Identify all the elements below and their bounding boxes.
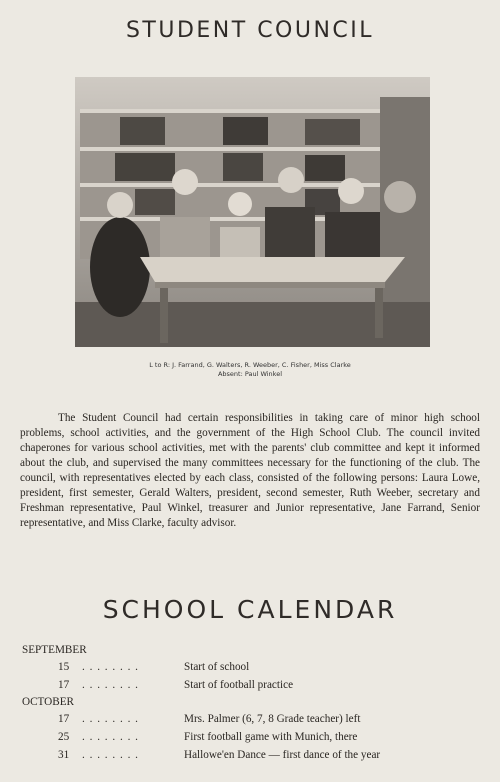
event-leader-dots: . . . . . . . . [82, 713, 139, 725]
calendar-list [22, 642, 482, 764]
event-day: 25 [58, 731, 70, 743]
month-heading: SEPTEMBER [22, 644, 87, 656]
calendar-event [22, 710, 482, 728]
event-leader-dots: . . . . . . . . [82, 749, 139, 761]
event-description: First football game with Munich, there [184, 731, 358, 743]
event-day: 31 [58, 749, 70, 761]
calendar-event [22, 746, 482, 764]
event-description: Start of school [184, 661, 250, 673]
calendar-event [22, 728, 482, 746]
event-leader-dots: . . . . . . . . [82, 679, 139, 691]
caption-names: L to R: J. Farrand, G. Walters, R. Weeber, C. Fisher, Miss Clarke [149, 361, 351, 369]
page-title: STUDENT COUNCIL [125, 18, 375, 43]
event-day: 17 [58, 713, 70, 725]
event-description: Start of football practice [184, 679, 294, 691]
event-description: Hallowe'en Dance — first dance of the year [184, 749, 381, 761]
caption-absent: Absent: Paul Winkel [217, 370, 283, 378]
calendar-title: SCHOOL CALENDAR [102, 595, 398, 624]
council-description: The Student Council had certain responsibilities in taking care of minor high school problems, school activities, and the government of the High School Club. The council invited chaperones for various school activities, met with the parents' club committee and kept it informed about the club, and supervised the many committees necessary for the functioning of the club. The council, with representatives elected by each class, consisted of the following persons: Laura Lowe, president, first semester, Gerald Walters, president, second semester, Ruth Weeber, secretary and Freshman representative, Paul Winkel, treasurer and Junior representative, Jane Farrand, Senior representative, and Miss Clarke, faculty advisor. [20, 412, 480, 529]
event-description: Mrs. Palmer (6, 7, 8 Grade teacher) left [184, 713, 361, 725]
photo-caption [0, 361, 500, 379]
calendar-event [22, 676, 482, 694]
event-day: 17 [58, 679, 70, 691]
event-day: 15 [58, 661, 70, 673]
event-leader-dots: . . . . . . . . [82, 731, 139, 743]
council-photo-image [75, 77, 430, 347]
council-photo [75, 77, 430, 347]
event-leader-dots: . . . . . . . . [82, 661, 139, 673]
month-heading: OCTOBER [22, 696, 75, 708]
calendar-event [22, 658, 482, 676]
